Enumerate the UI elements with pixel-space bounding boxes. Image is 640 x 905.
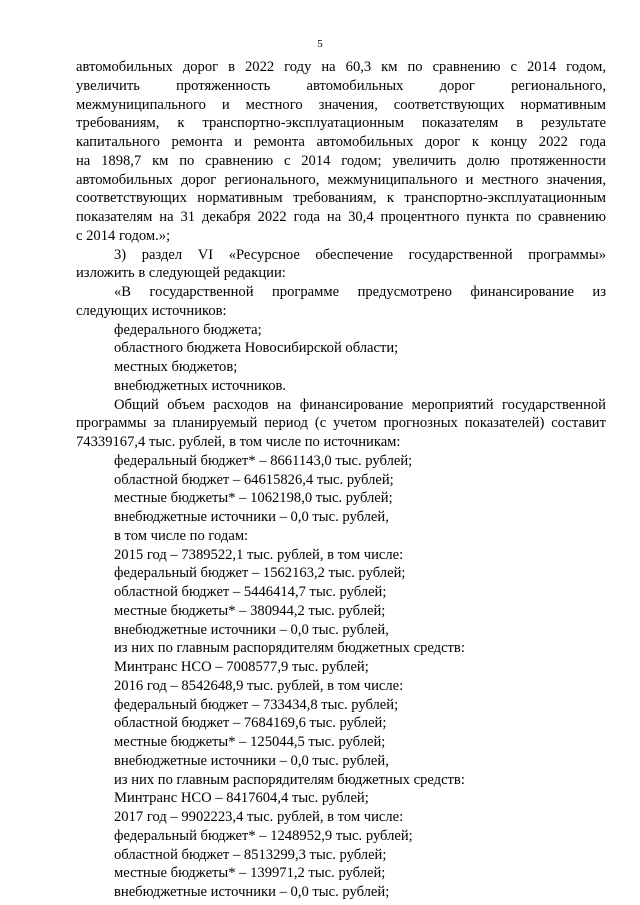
text-line: местные бюджеты* – 1062198,0 тыс. рублей; [114, 490, 393, 507]
text-line: областной бюджет – 5446414,7 тыс. рублей; [114, 584, 387, 600]
text-line: 2017 год – 9902223,4 тыс. рублей, в том числе: [114, 809, 404, 825]
text-line: областного бюджета Новосибирской области; [114, 340, 399, 357]
text-line: автомобильных дорог регионального, межмуниципального и местного значения, [76, 171, 606, 188]
text-line: в том числе по годам: [114, 527, 249, 544]
text-line: местные бюджеты* – 125044,5 тыс. рублей; [114, 734, 386, 750]
text-line: Минтранс НСО – 7008577,9 тыс. рублей; [114, 659, 369, 675]
text-line: изложить в следующей редакции: [76, 265, 286, 282]
text-line: с 2014 годом.»; [76, 227, 171, 244]
text-line: Минтранс НСО – 8417604,4 тыс. рублей; [114, 790, 369, 807]
text-line: показателям на 31 декабря 2022 года на 30,4 процентного пункта по сравнению [76, 209, 606, 225]
text-line: из них по главным распорядителям бюджетных средств: [114, 640, 465, 657]
page-number: 5 [317, 38, 323, 50]
text-line: федерального бюджета; [114, 321, 262, 338]
text-line: автомобильных дорог в 2022 году на 60,3 км по сравнению с 2014 годом, [76, 59, 606, 75]
text-line: местные бюджеты* – 139971,2 тыс. рублей; [114, 865, 386, 882]
text-line: на 1898,7 км по сравнению с 2014 годом; увеличить долю протяженности [76, 152, 606, 169]
text-line: местные бюджеты* – 380944,2 тыс. рублей; [114, 602, 386, 619]
text-line: увеличить протяженность автомобильных дорог регионального, [76, 77, 606, 94]
text-line: следующих источников: [76, 302, 227, 319]
text-line: внебюджетные источники – 0,0 тыс. рублей; [114, 884, 390, 900]
text-line: 2015 год – 7389522,1 тыс. рублей, в том числе: [114, 546, 404, 563]
text-line: внебюджетные источники – 0,0 тыс. рублей, [114, 509, 389, 525]
text-line: капитального ремонта и ремонта автомобильных дорог к концу 2022 года [76, 134, 606, 150]
text-line: федеральный бюджет – 1562163,2 тыс. рублей; [114, 565, 406, 582]
document-body [76, 58, 606, 902]
text-line: областной бюджет – 7684169,6 тыс. рублей; [114, 715, 387, 732]
text-line: внебюджетные источники – 0,0 тыс. рублей, [114, 621, 389, 638]
text-line: внебюджетные источники – 0,0 тыс. рублей, [114, 752, 389, 769]
text-line: соответствующих нормативным требованиям, к транспортно-эксплуатационным [76, 190, 606, 207]
text-line: межмуниципального и местного значения, соответствующих нормативным [76, 96, 606, 113]
text-line: федеральный бюджет* – 8661143,0 тыс. рублей; [114, 452, 413, 469]
text-line: внебюджетных источников. [114, 377, 287, 394]
text-line: 2016 год – 8542648,9 тыс. рублей, в том числе: [114, 677, 404, 694]
text-line: «В государственной программе предусмотрено финансирование из [114, 284, 606, 300]
text-line: федеральный бюджет – 733434,8 тыс. рублей; [114, 696, 399, 713]
text-line: 74339167,4 тыс. рублей, в том числе по источникам: [76, 434, 401, 450]
text-line: 3) раздел VI «Ресурсное обеспечение государственной программы» [114, 246, 606, 263]
text-line: местных бюджетов; [114, 359, 238, 375]
text-line: из них по главным распорядителям бюджетных средств: [114, 771, 465, 788]
text-line: Общий объем расходов на финансирование мероприятий государственной [114, 396, 606, 413]
text-line: программы за планируемый период (с учетом прогнозных показателей) составит [76, 415, 606, 432]
text-line: областной бюджет – 64615826,4 тыс. рублей; [114, 471, 394, 488]
text-line: областной бюджет – 8513299,3 тыс. рублей; [114, 846, 387, 863]
text-line: федеральный бюджет* – 1248952,9 тыс. рублей; [114, 827, 413, 844]
text-line: требованиям, к транспортно-эксплуатационным показателям в результате [76, 115, 606, 132]
